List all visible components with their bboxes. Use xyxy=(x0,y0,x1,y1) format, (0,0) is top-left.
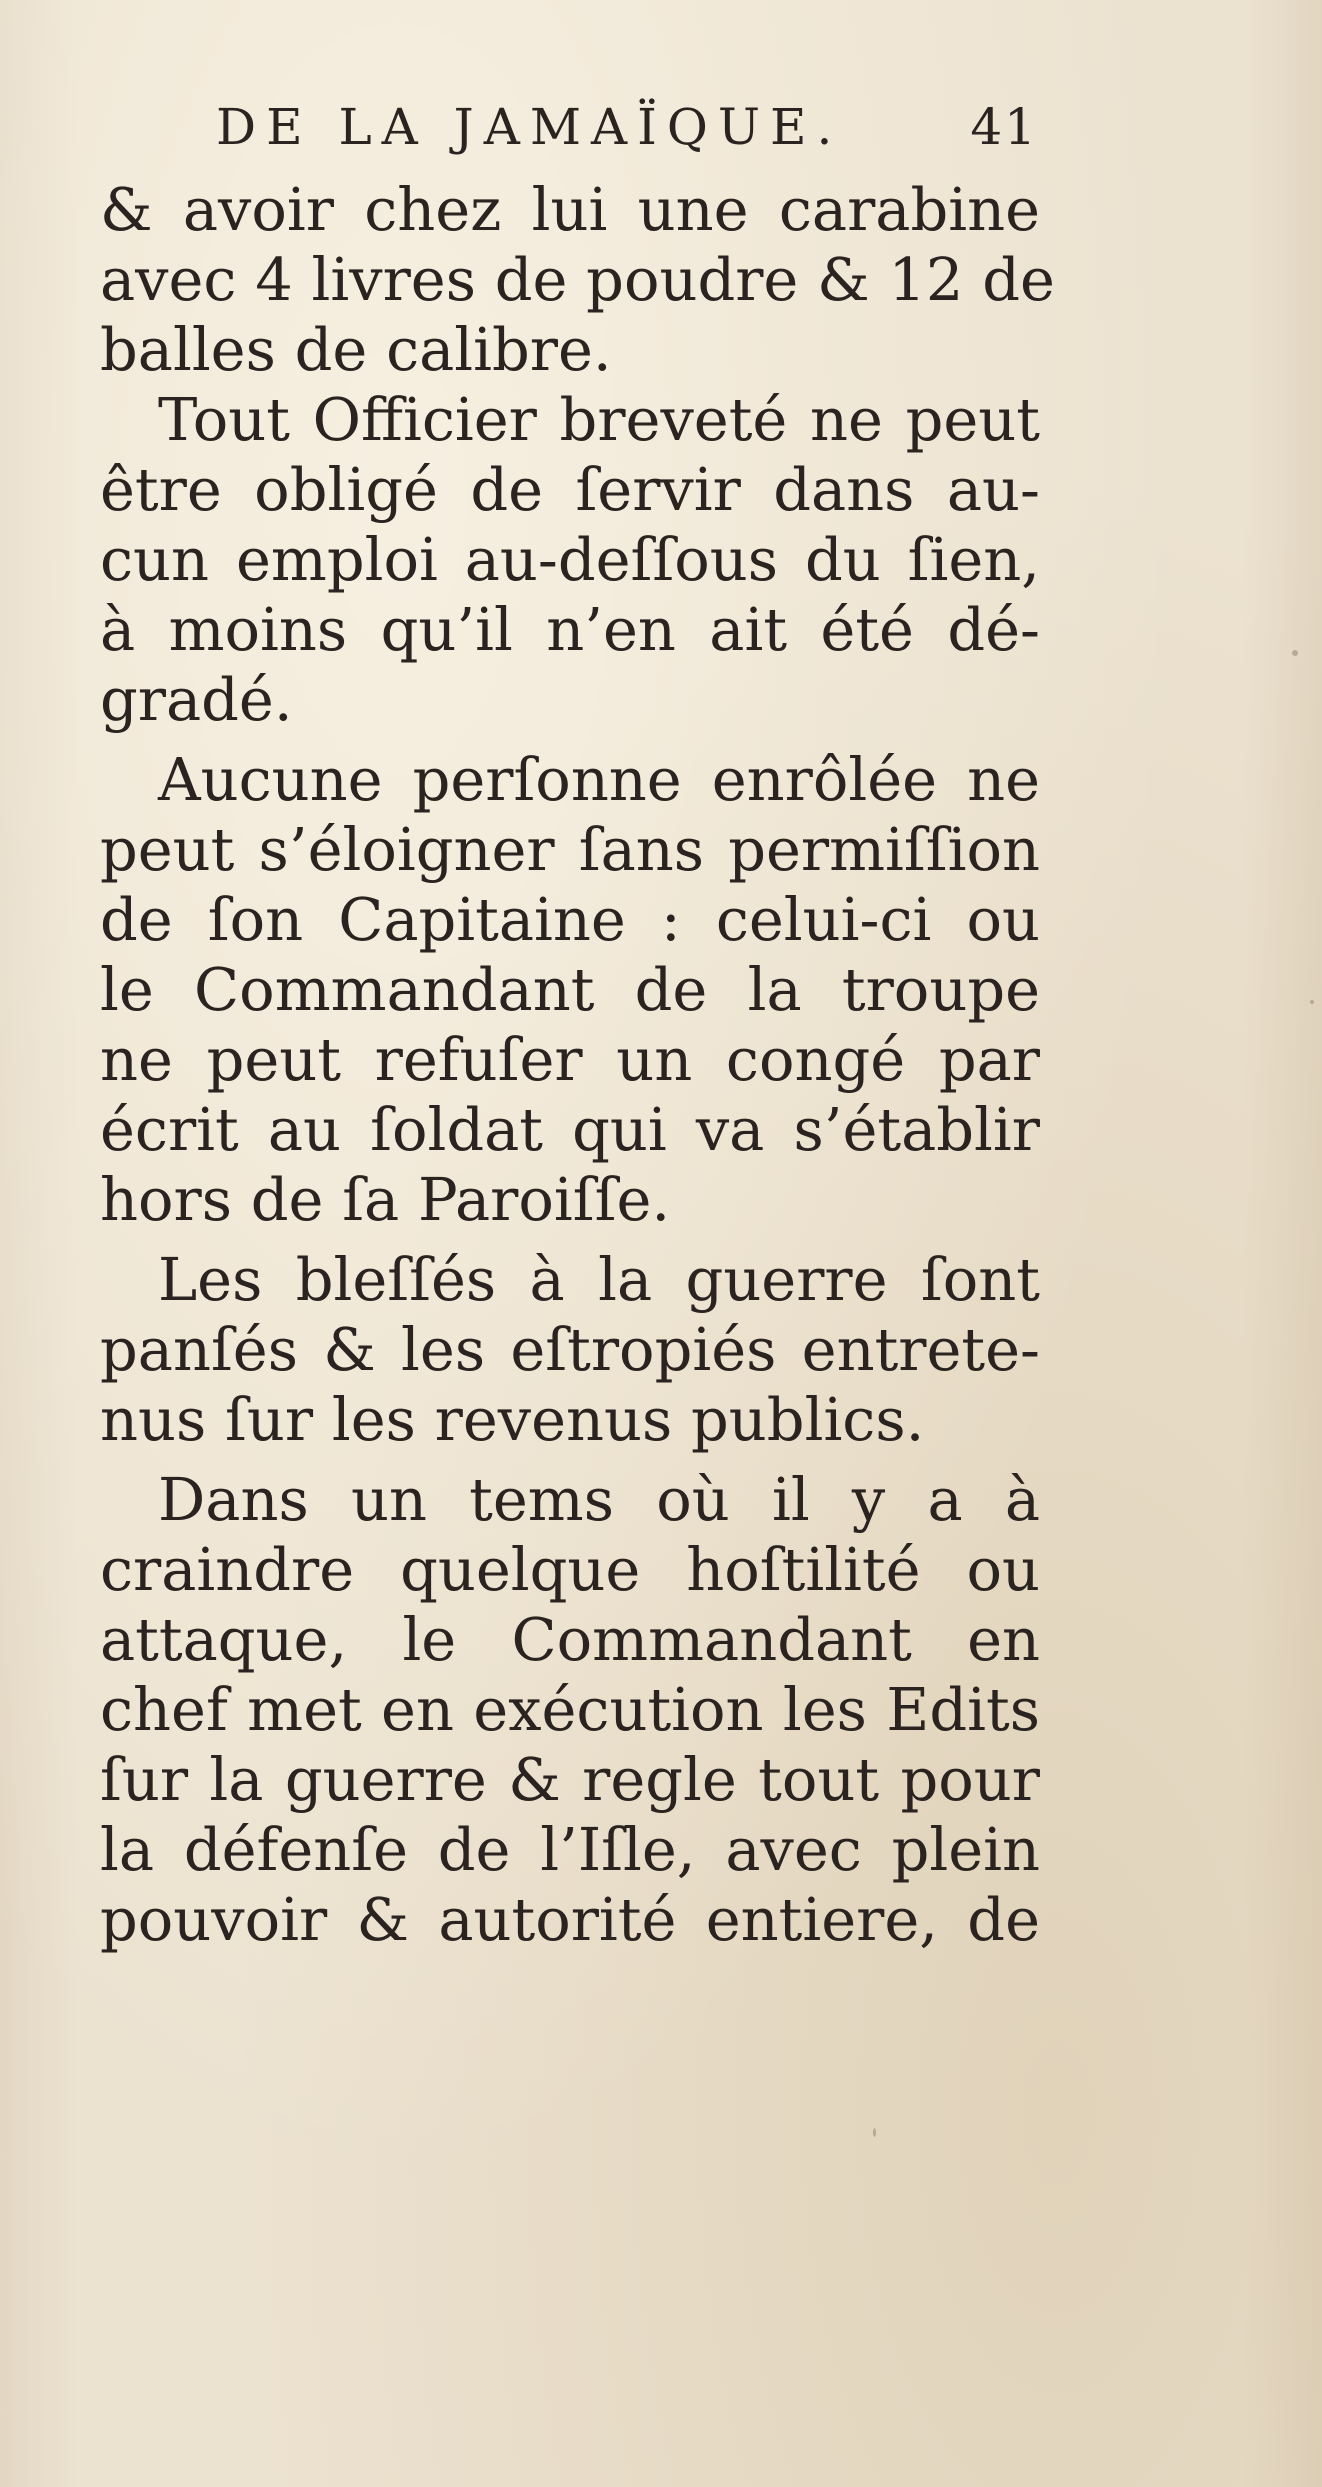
page-number: 41 xyxy=(970,98,1038,156)
text-line: attaque, le Commandant en xyxy=(100,1605,1040,1674)
text-line: & avoir chez lui une carabine xyxy=(100,175,1040,244)
text-line: Tout Officier breveté ne peut xyxy=(158,385,1040,454)
running-header xyxy=(216,92,1036,162)
text-line: de ſon Capitaine : celui-ci ou xyxy=(100,885,1040,954)
text-line: écrit au ſoldat qui va s’établir xyxy=(100,1095,1040,1164)
text-line: Aucune perſonne enrôlée ne xyxy=(158,745,1040,814)
text-line: cun emploi au-deſſous du ſien, xyxy=(100,525,1040,594)
text-line: hors de ſa Paroiſſe. xyxy=(100,1165,671,1234)
paper-speck xyxy=(1292,650,1298,656)
text-line: gradé. xyxy=(100,665,293,734)
text-line: Dans un tems où il y a à xyxy=(158,1465,1040,1534)
running-title: DE LA JAMAÏQUE. xyxy=(216,98,843,156)
text-line: nus ſur les revenus publics. xyxy=(100,1385,925,1454)
text-line: à moins qu’il n’en ait été dé- xyxy=(100,595,1040,664)
text-line: peut s’éloigner ſans permiſſion xyxy=(100,815,1040,884)
paper-speck xyxy=(873,2128,876,2137)
text-line: Les bleſſés à la guerre ſont xyxy=(158,1245,1040,1314)
text-line: panſés & les eſtropiés entrete- xyxy=(100,1315,1040,1384)
text-line: chef met en exécution les Edits xyxy=(100,1675,1040,1744)
text-line: craindre quelque hoſtilité ou xyxy=(100,1535,1040,1604)
text-line: avec 4 livres de poudre & 12 de xyxy=(100,245,1055,314)
text-line: la défenſe de l’Iſle, avec plein xyxy=(100,1815,1040,1884)
text-line: le Commandant de la troupe xyxy=(100,955,1040,1024)
text-line: pouvoir & autorité entiere, de xyxy=(100,1885,1040,1954)
text-line: balles de calibre. xyxy=(100,315,612,384)
text-line: être obligé de ſervir dans au- xyxy=(100,455,1040,524)
text-line: ne peut refuſer un congé par xyxy=(100,1025,1040,1094)
text-line: ſur la guerre & regle tout pour xyxy=(100,1745,1040,1814)
paper-speck xyxy=(1310,1000,1314,1004)
